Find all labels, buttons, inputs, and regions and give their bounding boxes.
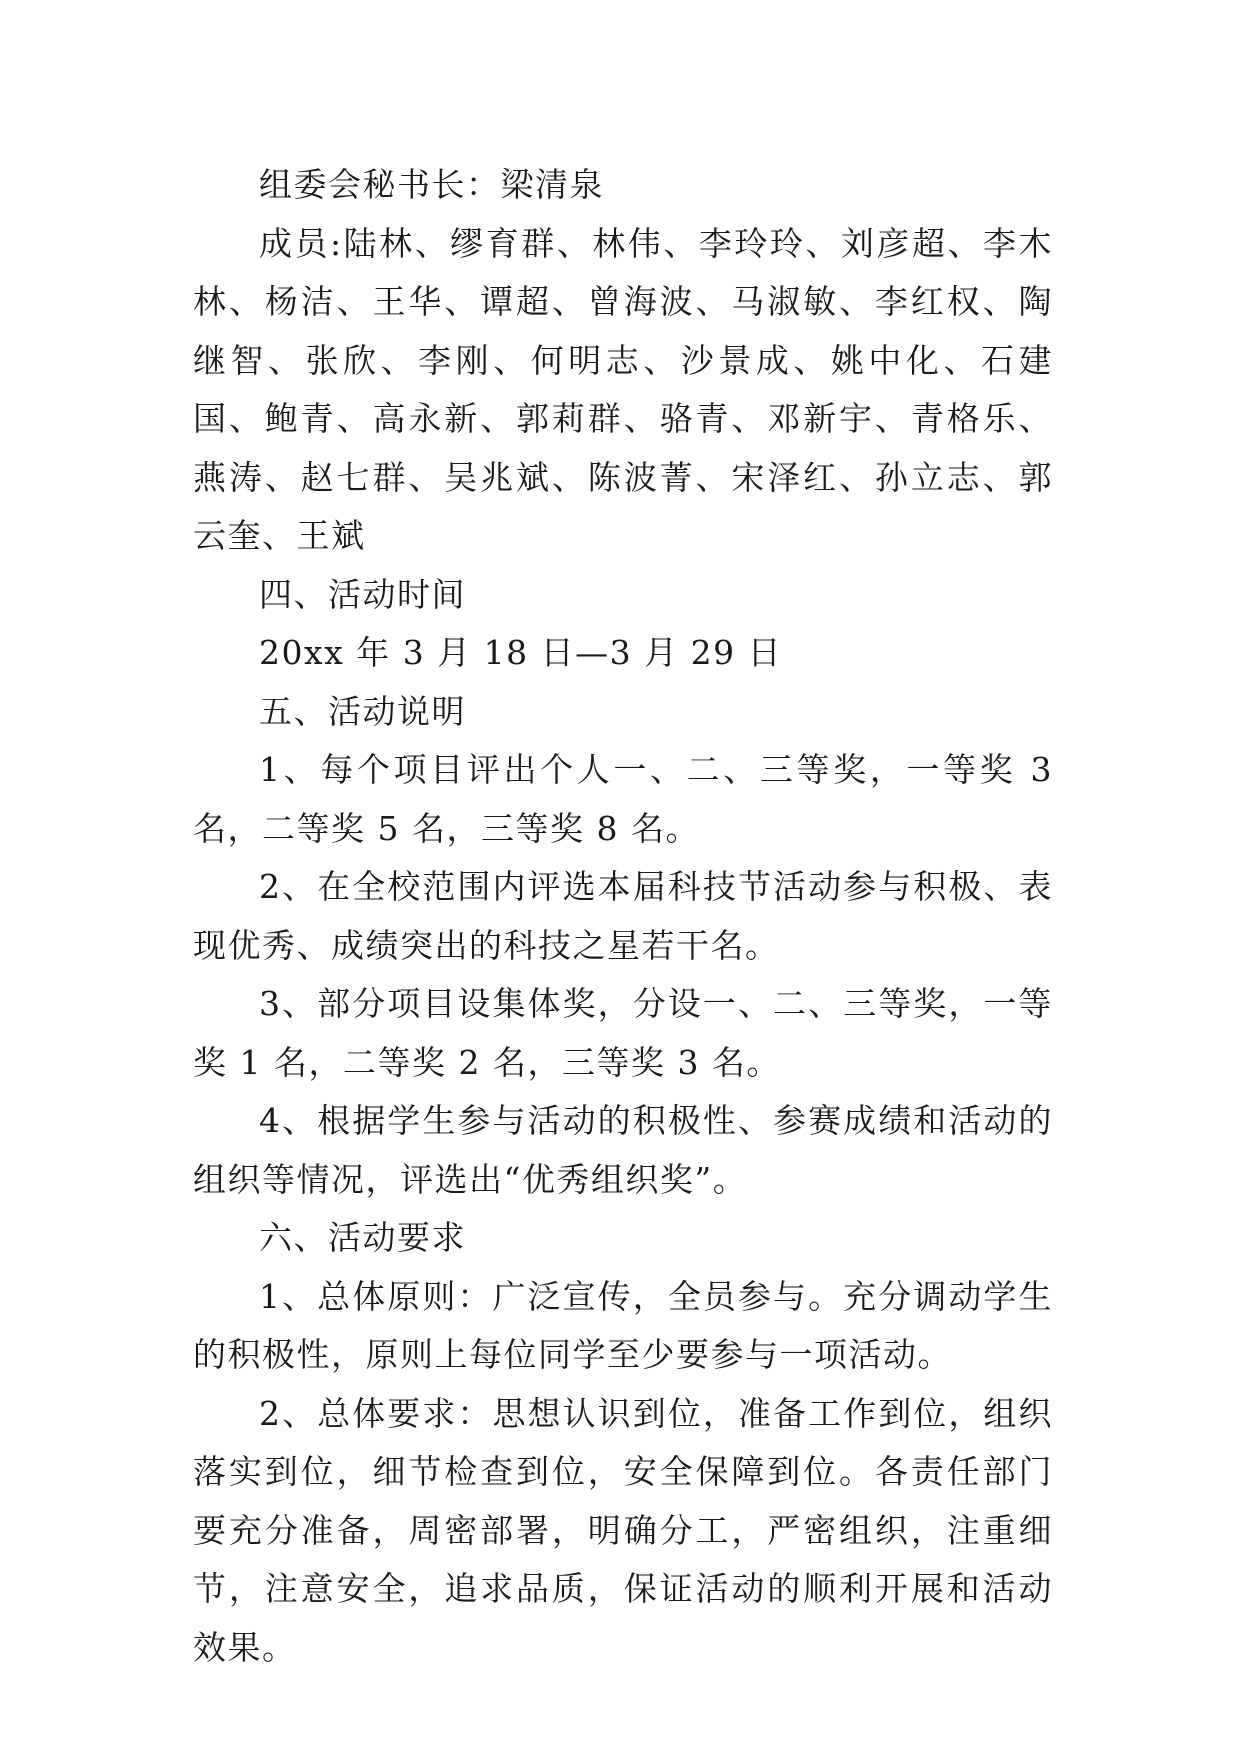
requirement-item-1: 1、总体原则：广泛宣传，全员参与。充分调动学生的积极性，原则上每位同学至少要参与一项活动。 bbox=[193, 1276, 1053, 1374]
members-paragraph: 成员:陆林、缪育群、林伟、李玲玲、刘彦超、李木林、杨洁、王华、谭超、曾海波、马淑敏、李红权、陶继智、张欣、李刚、何明志、沙景成、姚中化、石建国、鲍青、高永新、郭莉群、骆青、邓新宇、青格乐、燕涛、赵七群、吴兆斌、陈波菁、宋泽红、孙立志、郭云奎、王斌 bbox=[193, 223, 1053, 555]
section-heading-activity-description: 五、活动说明 bbox=[259, 691, 466, 731]
section-heading-activity-time: 四、活动时间 bbox=[259, 574, 466, 614]
section-heading-activity-requirements: 六、活动要求 bbox=[259, 1218, 466, 1257]
description-item-4: 4、根据学生参与活动的积极性、参赛成绩和活动的组织等情况，评选出“优秀组织奖”。 bbox=[193, 1101, 1053, 1199]
activity-time-value: 20xx 年 3 月 18 日—3 月 29 日 bbox=[259, 633, 783, 672]
document-body bbox=[193, 156, 1053, 1677]
description-item-1: 1、每个项目评出个人一、二、三等奖，一等奖 3 名，二等奖 5 名，三等奖 8 名。 bbox=[193, 750, 1053, 848]
description-item-2: 2、在全校范围内评选本届科技节活动参与积极、表现优秀、成绩突出的科技之星若干名。 bbox=[193, 867, 1053, 965]
requirement-item-2: 2、总体要求：思想认识到位，准备工作到位，组织落实到位，细节检查到位，安全保障到位。各责任部门要充分准备，周密部署，明确分工，严密组织，注重细节，注意安全，追求品质，保证活动的顺利开展和活动效果。 bbox=[193, 1393, 1053, 1667]
secretary-general-line: 组委会秘书长：梁清泉 bbox=[259, 165, 604, 204]
description-item-3: 3、部分项目设集体奖，分设一、二、三等奖，一等奖 1 名，二等奖 2 名，三等奖 3 名。 bbox=[193, 984, 1053, 1082]
